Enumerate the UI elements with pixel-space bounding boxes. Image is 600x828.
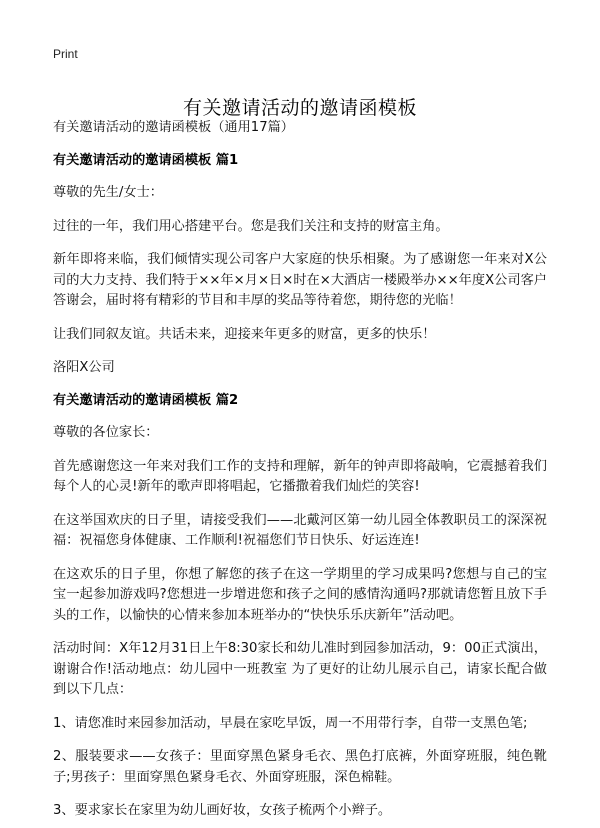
section-2-list-item-1: 1、请您准时来园参加活动，早晨在家吃早饭，周一不用带行李，自带一支黑色笔; xyxy=(53,715,528,731)
section-1-signature: 洛阳X公司 xyxy=(53,360,115,375)
section-2-paragraph-3: 在这欢乐的日子里，你想了解您的孩子在这一学期里的学习成果吗?您想与自己的宝宝一起参加游戏吗?您想进一步增进您和孩子之间的感情沟通吗?那就请您暂且放下手头的工作，以愉快的心情来参加本班举办的“快快乐乐庆新年”活动吧。 xyxy=(53,566,547,623)
section-1-greeting: 尊敬的先生/女士： xyxy=(53,185,163,200)
section-2-greeting: 尊敬的各位家长： xyxy=(53,425,159,440)
section-1-heading: 有关邀请活动的邀请函模板 篇1 xyxy=(53,152,239,168)
section-2-paragraph-1: 首先感谢您这一年来对我们工作的支持和理解，新年的钟声即将敲响，它震撼着我们每个人的心灵!新年的歌声即将唱起，它播撒着我们灿烂的笑容! xyxy=(53,458,547,494)
document-title: 有关邀请活动的邀请函模板 xyxy=(182,96,417,119)
section-1-paragraph-3: 让我们同叙友谊。共话未来，迎接来年更多的财富，更多的快乐！ xyxy=(53,326,436,342)
document-subtitle: 有关邀请活动的邀请函模板（通用17篇） xyxy=(53,120,294,135)
section-2-heading: 有关邀请活动的邀请函模板 篇2 xyxy=(53,392,239,408)
section-2-list-item-2: 2、服装要求——女孩子：里面穿黑色紧身毛衣、黑色打底裤，外面穿班服，纯色靴子;男孩子：里面穿黑色紧身毛衣、外面穿班服，深色棉鞋。 xyxy=(53,749,547,785)
section-1-paragraph-1: 过往的一年，我们用心搭建平台。您是我们关注和支持的财富主角。 xyxy=(53,218,449,234)
print-label: Print xyxy=(53,47,78,61)
section-2-paragraph-4: 活动时间：X年12月31日上午8:30家长和幼儿准时到园参加活动，9：00正式演出，谢谢合作!活动地点：幼儿园中一班教室 为了更好的让幼儿展示自己，请家长配合做到以下几点： xyxy=(53,641,547,697)
section-1-paragraph-2: 新年即将来临，我们倾情实现公司客户大家庭的快乐相聚。为了感谢您一年来对X公司的大力支持、我们特于××年×月×日×时在×大酒店一楼殿举办××年度X公司客户答谢会，届时将有精彩的节目和丰厚的奖品等待着您，期待您的光临！ xyxy=(53,252,547,308)
section-2-paragraph-2: 在这举国欢庆的日子里，请接受我们——北戴河区第一幼儿园全体教职员工的深深祝福：祝福您身体健康、工作顺利!祝福您们节日快乐、好运连连! xyxy=(53,512,547,548)
document-body xyxy=(53,118,547,822)
section-2-list-item-3: 3、要求家长在家里为幼儿画好妆，女孩子梳两个小辫子。 xyxy=(53,803,392,818)
